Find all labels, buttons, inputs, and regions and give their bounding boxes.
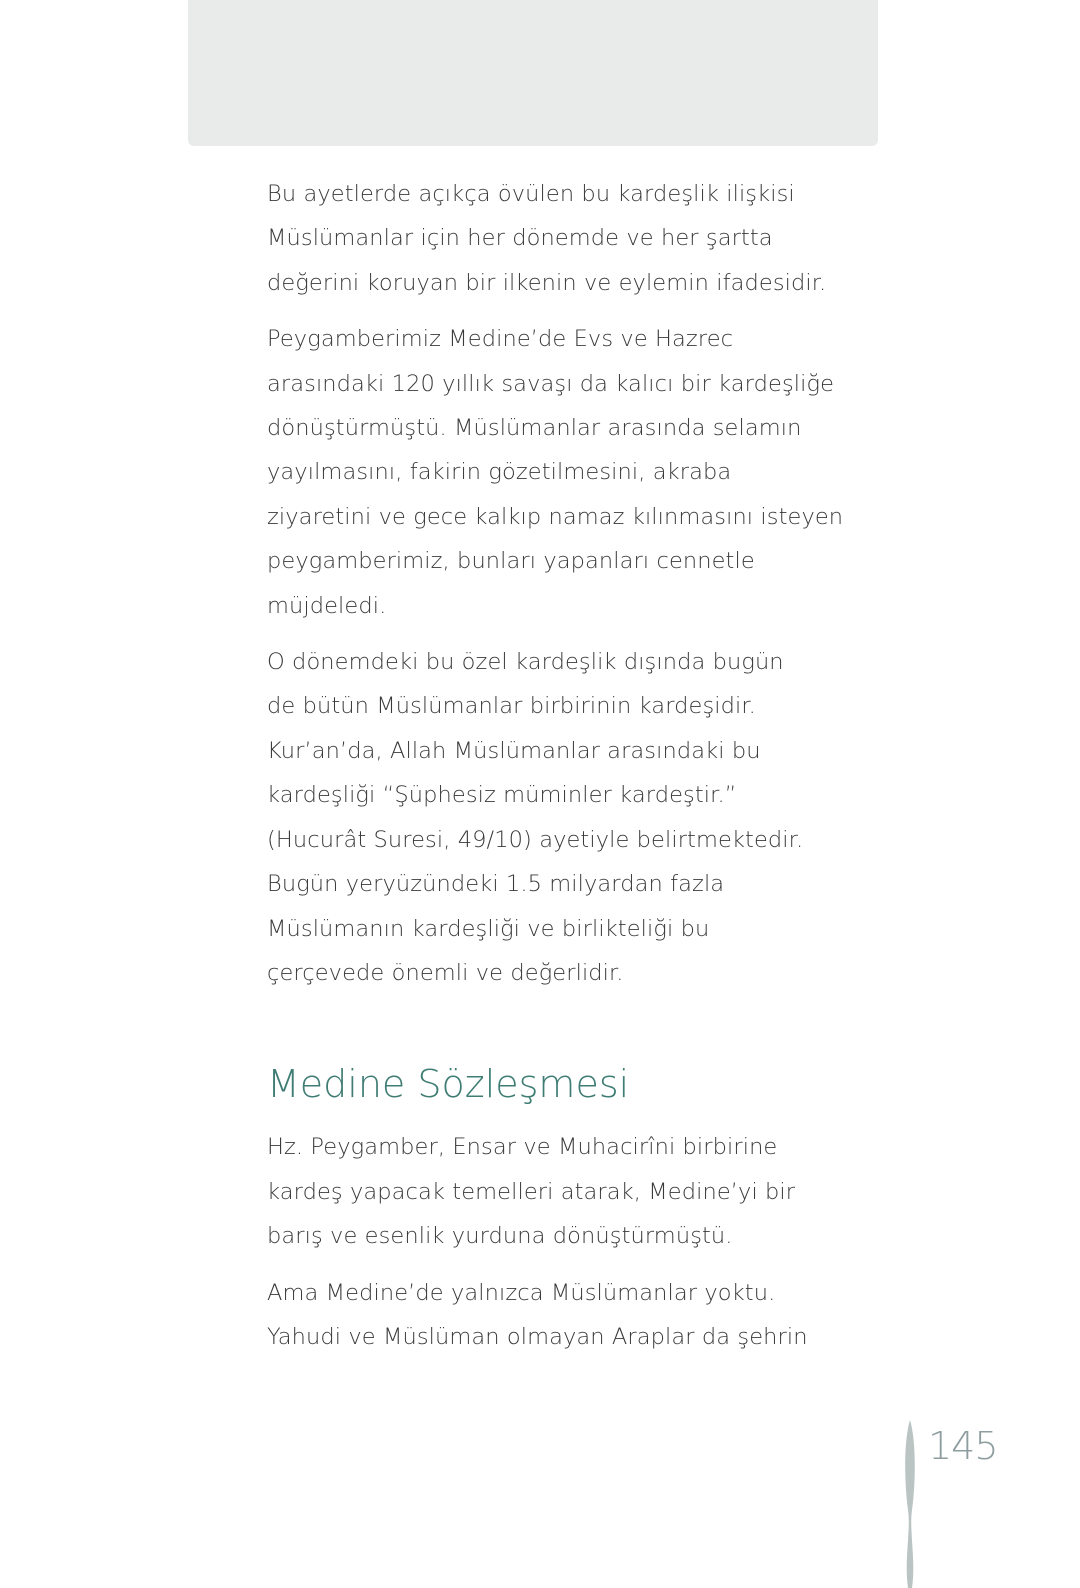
text-line: Müslümanlar için her dönemde ve her şartta	[267, 225, 773, 252]
text-line: yayılmasını, fakirin gözetilmesini, akraba	[267, 459, 732, 486]
section-heading: Medine Sözleşmesi	[267, 1062, 630, 1107]
paragraph-5	[267, 1271, 837, 1360]
text-line: Kur’an’da, Allah Müslümanlar arasındaki bu	[267, 737, 761, 764]
text-line: Bugün yeryüzündeki 1.5 milyardan fazla	[267, 871, 725, 898]
text-line: Peygamberimiz Medine’de Evs ve Hazrec	[267, 326, 734, 353]
text-line: Müslümanın kardeşliği ve birlikteliği bu	[267, 915, 710, 942]
text-line: barış ve esenlik yurduna dönüştürmüştü.	[267, 1223, 733, 1250]
text-line: müjdeledi.	[267, 592, 387, 619]
text-line: peygamberimiz, bunları yapanları cennetle	[267, 548, 755, 575]
page-edge-ornament	[900, 1420, 920, 1588]
text-line: dönüştürmüştü. Müslümanlar arasında selamın	[267, 415, 802, 442]
text-line: kardeş yapacak temelleri atarak, Medine’yi bir	[267, 1178, 796, 1205]
text-line: kardeşliği “Şüphesiz müminler kardeştir.”	[267, 782, 737, 809]
text-line: Yahudi ve Müslüman olmayan Araplar da şehrin	[267, 1323, 808, 1350]
paragraph-3	[267, 640, 837, 995]
text-line: (Hucurât Suresi, 49/10) ayetiyle belirtmektedir.	[267, 826, 804, 853]
text-line: Bu ayetlerde açıkça övülen bu kardeşlik ilişkisi	[267, 181, 795, 207]
header-placeholder-box	[188, 0, 878, 146]
paragraph-2	[267, 317, 844, 628]
text-line: değerini koruyan bir ilkenin ve eylemin ifadesidir.	[267, 269, 827, 296]
text-line: çerçevede önemli ve değerlidir.	[267, 959, 624, 986]
text-line: de bütün Müslümanlar birbirinin kardeşidir.	[267, 693, 756, 720]
paragraph-4	[267, 1125, 837, 1258]
page-body	[267, 172, 844, 1371]
text-line: Hz. Peygamber, Ensar ve Muhacirîni birbirine	[267, 1134, 778, 1161]
text-line: O dönemdeki bu özel kardeşlik dışında bugün	[267, 649, 784, 676]
paragraph-1	[267, 172, 837, 305]
text-line: Ama Medine’de yalnızca Müslümanlar yoktu.	[267, 1279, 776, 1306]
text-line: ziyaretini ve gece kalkıp namaz kılınmasını isteyen	[267, 503, 844, 530]
page-number: 145	[928, 1424, 998, 1468]
text-line: arasındaki 120 yıllık savaşı da kalıcı bir kardeşliğe	[267, 370, 835, 397]
